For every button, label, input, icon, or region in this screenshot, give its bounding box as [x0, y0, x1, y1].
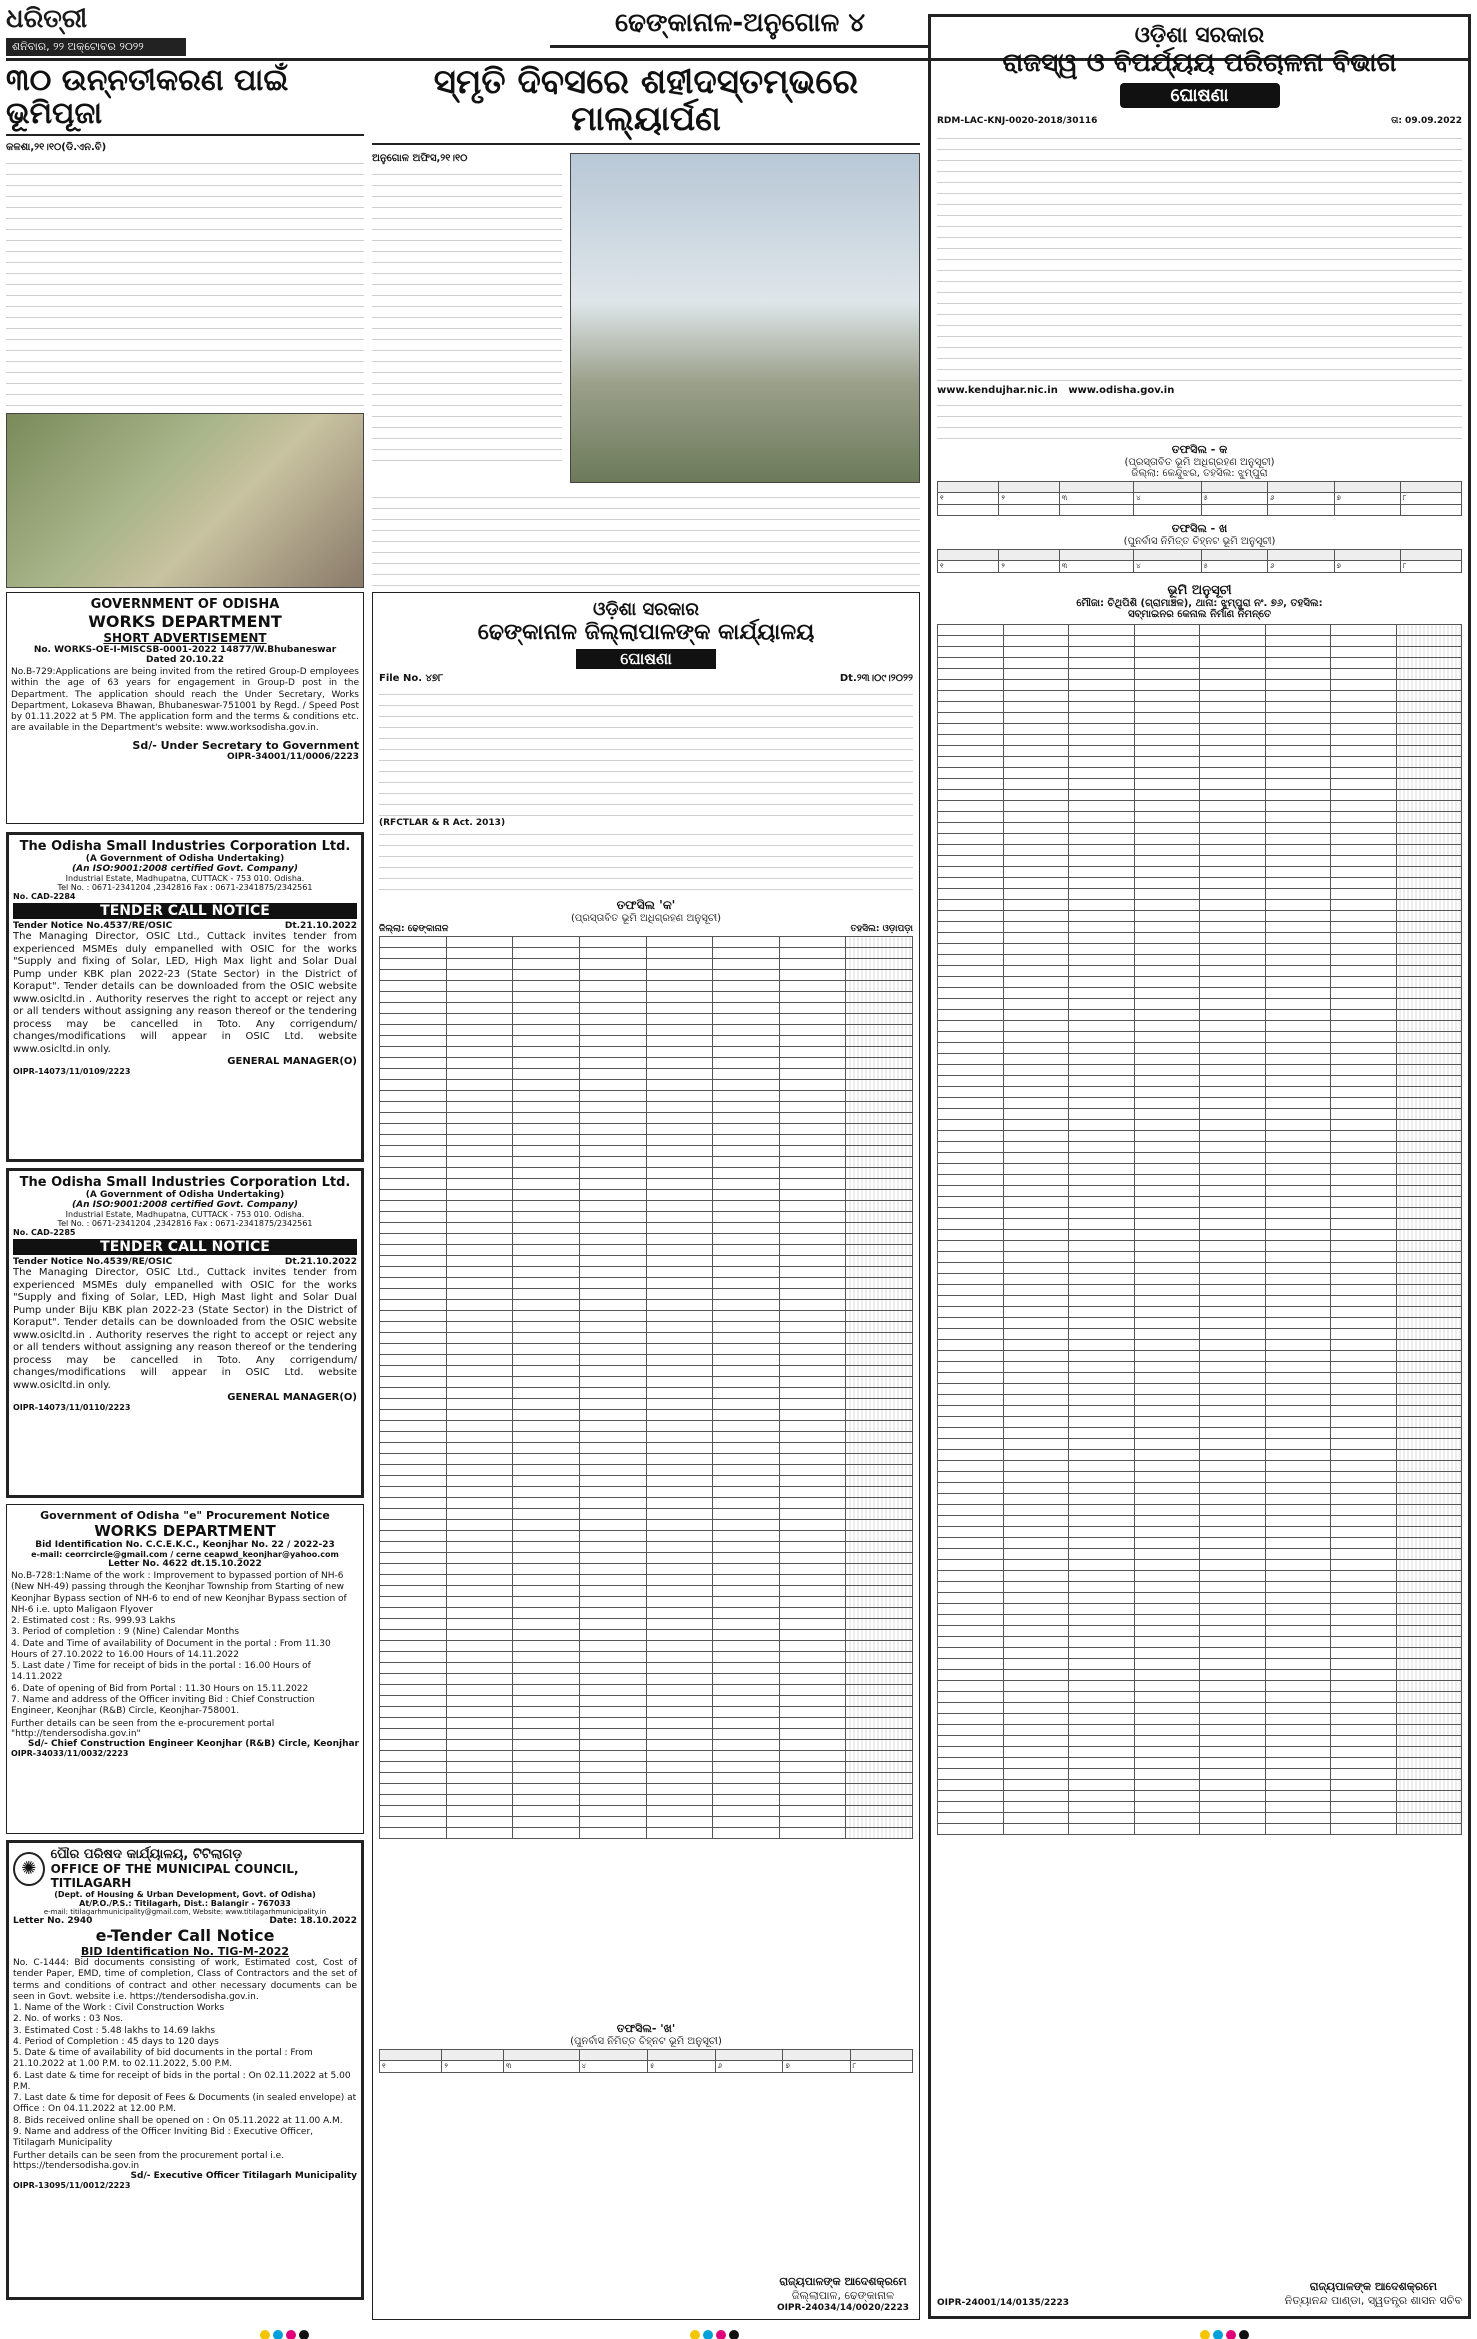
eproc-further: Further details can be seen from the e-procurement portal "http://tendersodisha.gov.in" — [11, 1719, 275, 1740]
table-ka-title: ତଫସିଲ - କ — [1171, 443, 1228, 456]
eproc-details — [11, 1616, 359, 1717]
table-ka-district: ଜିଲ୍ଲା: କେନ୍ଦୁଝର, ତହସିଲ: ଝୁମ୍ପୁରା — [1131, 468, 1268, 479]
dk-table-sub: (ପ୍ରସ୍ତାବିତ ଭୂମି ଅଧିଗ୍ରହଣ ଅନୁସୂଚୀ) — [570, 913, 722, 924]
dk-act: (RFCTLAR & R Act. 2013) — [379, 818, 506, 828]
table-kha: ୧ ୨ ୩ ୪ ୫ ୬ ୭ ୮ — [937, 549, 1462, 573]
print-registration-marks-2 — [690, 2325, 742, 2339]
osic2-tender-date: Dt.21.10.2022 — [284, 1257, 357, 1267]
detail-row: 3. Period of completion : 9 (Nine) Calendar Months — [11, 1627, 240, 1638]
detail-row: 7. Name and address of the Officer inviting Bid : Chief Construction Engineer, Keonjhar (R&B) Circle, Keonjhar-758001. — [11, 1694, 315, 1716]
schedule-grid — [379, 936, 913, 1839]
table-kha-subtitle: (ପୁନର୍ବାସ ନିମିତ୍ତ ଚିହ୍ନଟ ଭୂମି ଅନୁସୂଚୀ) — [1123, 536, 1276, 547]
osic2-addr: Industrial Estate, Madhupatna, CUTTACK - 753 010. Odisha. — [65, 1210, 305, 1219]
dk-title3: ଘୋଷଣା — [576, 649, 716, 669]
titi-title-en: OFFICE OF THE MUNICIPAL COUNCIL, TITILAGARH — [50, 1862, 299, 1890]
ad-title-dept: ରାଜସ୍ୱ ଓ ବିପର୍ଯ୍ୟୟ ପରିଚାଳନା ବିଭାଗ — [1002, 48, 1397, 78]
story-dateline-2: ଅନୁଗୋଳ ଅଫିସ,୨୧।୧୦ — [372, 152, 468, 164]
titi-date: Date: 18.10.2022 — [269, 1916, 357, 1926]
osic1-footer: OIPR-14073/11/0109/2223 — [13, 1067, 131, 1076]
titilagarh-etender-ad — [6, 1840, 364, 2300]
story-body-text — [6, 157, 364, 407]
works-ad-line3: SHORT ADVERTISEMENT — [103, 631, 267, 645]
story-headline-2: ସ୍ମୃତି ଦିବସରେ ଶହୀଦସ୍ତମ୍ଭରେ ମାଲ୍ୟାର୍ପଣ — [372, 64, 920, 145]
issue-date: ଶନିବାର, ୨୨ ଅକ୍ଟୋବର ୨୦୨୨ — [6, 38, 186, 56]
story-body-text-2a — [372, 168, 562, 468]
detail-row: 9. Name and address of the Officer Inviting Bid : Executive Officer, Titilagarh Municipality — [13, 2126, 314, 2148]
works-ad-sign: Sd/- Under Secretary to Government — [132, 738, 359, 752]
dk-date: Dt.୨୩।୦୯।୨୦୨୨ — [839, 673, 913, 684]
ad-body-text — [937, 132, 1462, 382]
osic-tender-ad-2 — [6, 1168, 364, 1498]
dk-tahasil: ତହସିଲ: ଓଡ଼ାପଡ଼ା — [850, 924, 913, 934]
story-dateline: କଳଶା,୨୧।୧୦(ଡି.ଏନ.ବି) — [6, 142, 107, 153]
titi-further: Further details can be seen from the procurement portal i.e. https://tendersodisha.gov.in — [13, 2151, 285, 2172]
eproc-bid: Bid Identification No. C.C.E.K.C., Keonjhar No. 22 / 2022-23 — [35, 1540, 335, 1550]
schedule-mouza: ମୌଜା: ଚିଥିପିଶି (ଗ୍ରାମାଞ୍ଚଳ), ଥାନା: ଝୁମ୍ପୁରା ନଂ. ୭୬, ତହସିଲ: — [1076, 598, 1323, 609]
osic1-sign: GENERAL MANAGER(O) — [227, 1056, 357, 1067]
osic1-sub1: (A Government of Odisha Undertaking) — [85, 854, 285, 864]
titi-title: ପୌର ପରିଷଦ କାର୍ଯ୍ୟାଳୟ, ଟିଟିଲାଗଡ଼ — [50, 1847, 243, 1862]
dk-land-table — [379, 936, 913, 2016]
dk-table-title: ତଫସିଲ 'କ' — [616, 898, 676, 912]
osic2-tender-no: Tender Notice No.4539/RE/OSIC — [13, 1257, 173, 1267]
works-ad-ref: No. WORKS-OE-I-MISCSB-0001-2022 14877/W.Bhubaneswar — [33, 645, 337, 655]
schedule-grid — [937, 624, 1462, 1835]
osic1-title: The Odisha Small Industries Corporation Ltd. — [19, 839, 351, 854]
detail-row: 6. Date of opening of Bid from Portal : 11.30 Hours on 15.11.2022 — [11, 1683, 309, 1694]
eproc-body: No.B-728:1:Name of the work : Improvement to bypassed portion of NH-6 (New NH-49) passing through the Keonjhar Township from Starting of new Keonjhar Bypass section of NH-6 to end of new Keonjhar Bypass section of NH-6 i.e. upto Maligaon Flyover — [11, 1571, 347, 1615]
ad-body-text-2 — [937, 399, 1462, 439]
osic-tender-ad-1 — [6, 832, 364, 1162]
titi-sign: Sd/- Executive Officer Titilagarh Municipality — [130, 2171, 357, 2182]
osic2-tel: Tel No. : 0671-2341204 ,2342816 Fax : 0671-2341875/2342561 — [57, 1219, 313, 1228]
ad-website-2: www.odisha.gov.in — [1068, 385, 1175, 396]
dk-title2: ଢେଙ୍କାନାଳ ଜିଲ୍ଲାପାଳଙ୍କ କାର୍ଯ୍ୟାଳୟ — [477, 620, 815, 645]
titi-bid: BID Identification No. TIG-M-2022 — [80, 1945, 290, 1958]
osic2-notice: TENDER CALL NOTICE — [13, 1239, 357, 1255]
osic1-tender-date: Dt.21.10.2022 — [284, 921, 357, 931]
eproc-footer: OIPR-34033/11/0032/2223 — [11, 1749, 129, 1759]
osic1-addr: Industrial Estate, Madhupatna, CUTTACK - 753 010. Odisha. — [65, 874, 305, 883]
titi-notice: e-Tender Call Notice — [95, 1926, 275, 1945]
story-headline: ୩୦ ଉନ୍ନତୀକରଣ ପାଇଁ ଭୂମିପୂଜା — [6, 64, 364, 136]
print-registration-marks — [260, 2325, 312, 2339]
works-eprocurement-ad — [6, 1504, 364, 1834]
table-kha-title: ତଫସିଲ - ଖ — [1171, 522, 1228, 535]
detail-row: 2. Estimated cost : Rs. 999.93 Lakhs — [11, 1616, 176, 1626]
page-title: ଢେଙ୍କାନାଳ-ଅନୁଗୋଳ ୪ — [550, 8, 930, 48]
newspaper-logo: ଧରିତ୍ରୀ — [6, 4, 88, 34]
story-photo — [6, 413, 364, 588]
dhenkanal-collector-notice — [372, 592, 920, 2320]
works-ad-line1: GOVERNMENT OF ODISHA — [90, 597, 280, 612]
detail-row: 4. Date and Time of availability of Document in the portal : From 11.30 Hours of 27.10.2022 to 16.00 Hours of 14.11.2022 — [11, 1638, 331, 1660]
osic2-sub2: (An ISO:9001:2008 certified Govt. Company) — [72, 1200, 298, 1210]
ad-title-govt: ଓଡ଼ିଶା ସରକାର — [1134, 23, 1265, 48]
titi-dept: (Dept. of Housing & Urban Development, Govt. of Odisha) — [54, 1890, 316, 1899]
dk-district: ଜିଲ୍ଲା: ଢେଙ୍କାନାଳ — [379, 924, 449, 934]
titi-footer: OIPR-13095/11/0012/2223 — [13, 2181, 131, 2191]
osic2-sub1: (A Government of Odisha Undertaking) — [85, 1190, 285, 1200]
dk-table-kha: ୧ ୨ ୩ ୪ ୫ ୬ ୭ ୮ — [379, 2049, 913, 2073]
table-ka: ୧ ୨ ୩ ୪ ୫ ୬ ୭ ୮ — [937, 481, 1462, 516]
osic1-sub2: (An ISO:9001:2008 certified Govt. Company) — [72, 864, 298, 874]
osic1-cad: No. CAD-2284 — [13, 892, 76, 901]
memorial-photo — [570, 153, 920, 483]
eproc-title2: WORKS DEPARTMENT — [94, 1522, 276, 1540]
ad-footer-name: ନିତ୍ୟାନନ୍ଦ ପାଣ୍ଡା, ସ୍ୱତନ୍ତ୍ର ଶାସନ ସଚିବ — [1284, 2294, 1462, 2307]
works-ad-footer: OIPR-34001/11/0006/2223 — [226, 751, 359, 762]
dk-footer: OIPR-24034/14/0020/2223 — [776, 2303, 909, 2313]
titi-details — [13, 2003, 357, 2149]
osic1-notice: TENDER CALL NOTICE — [13, 903, 357, 919]
osic2-title: The Odisha Small Industries Corporation Ltd. — [19, 1175, 351, 1190]
detail-row: 3. Estimated Cost : 5.48 lakhs to 14.69 lakhs — [13, 2025, 216, 2036]
revenue-dept-notice — [928, 14, 1471, 2319]
dk-sign1: ରାଜ୍ୟପାଳଙ୍କ ଆଦେଶକ୍ରମେ — [779, 2275, 907, 2288]
ad-footer-ref: OIPR-24001/14/0135/2223 — [937, 2298, 1070, 2308]
story-body-text-2b — [372, 491, 920, 591]
ad-ref-no: RDM-LAC-KNJ-0020-2018/30116 — [937, 116, 1098, 126]
titi-letter: Letter No. 2940 — [13, 1916, 93, 1926]
eproc-sign: Sd/- Chief Construction Engineer Keonjhar (R&B) Circle, Keonjhar — [27, 1739, 359, 1750]
story-bhumipuja — [6, 64, 364, 584]
ad-ref-date: ତା: 09.09.2022 — [1391, 116, 1462, 126]
schedule-purpose: ସବ୍‌ମାଇନର କେନାଲ ନିର୍ମାଣ ନିମନ୍ତେ — [1127, 609, 1272, 620]
detail-row: 4. Period of Completion : 45 days to 120 days — [13, 2036, 219, 2047]
print-registration-marks-3 — [1200, 2325, 1252, 2339]
osic1-body: The Managing Director, OSIC Ltd., Cuttack invites tender from experienced MSMEs duly empanelled with OSIC for the works "Supply and fixing of Solar, LED, High Max light and Solar Dual Pump under KBK plan 2022-23 (State Sector) in the District of Koraput". Tender details can be downloaded from the OSIC website www.osicltd.in . Authority reserves the right to accept or reject any or all tenders without assigning any reason thereof or the tendering process may be cancelled in Toto. Any corrigendum/ changes/modifications will appear in OSIC Ltd. website www.osicltd.in only. — [13, 931, 357, 1055]
works-ad-body: No.B-729:Applications are being invited from the retired Group-D employees within the age of 63 years for engagement in Group-D post in the Department. The application should reach the Under Secretary, Works Department, Lokaseva Bhawan, Bhubaneswar-751001 by Regd. / Speed Post by 01.11.2022 at 5 PM. The application form and the terms & conditions etc. are available in the Department's website: www.worksodisha.gov.in. — [11, 667, 359, 734]
eproc-letter: Letter No. 4622 dt.15.10.2022 — [108, 1559, 262, 1569]
ad-website-1: www.kendujhar.nic.in — [937, 385, 1058, 396]
titi-body: No. C-1444: Bid documents consisting of work, Estimated cost, Cost of tender Paper, EMD, time of completion, Class of Contractors and the set of terms and conditions of contract and other necessary documents can be seen in Govt. website i.e. https://tendersodisha.gov.in. — [13, 1958, 357, 2002]
detail-row: 6. Last date & time for receipt of bids in the portal : On 02.11.2022 at 5.00 P.M. — [13, 2070, 351, 2092]
detail-row: 1. Name of the Work : Civil Construction Works — [13, 2003, 225, 2013]
titi-email: e-mail: titilagarhmunicipality@gmail.com, Website: www.titilagarhmunicipality.in — [43, 1908, 327, 1916]
eproc-email: e-mail: ceorrcircle@gmail.com / cerne ceapwd_keonjhar@yahoo.com — [31, 1550, 339, 1559]
dk-table2-sub: (ପୁନର୍ବାସ ନିମିତ୍ତ ଚିହ୍ନଟ ଭୂମି ଅନୁସୂଚୀ) — [570, 2036, 722, 2047]
ad-title-ghosana: ଘୋଷଣା — [1120, 83, 1280, 108]
detail-row: 5. Date & time of availability of bid documents in the portal : From 21.10.2022 at 1.00 P.M. to 02.11.2022, 5.00 P.M. — [13, 2048, 313, 2070]
works-ad-line2: WORKS DEPARTMENT — [88, 612, 282, 631]
osic1-tel: Tel No. : 0671-2341204 ,2342816 Fax : 0671-2341875/2342561 — [57, 883, 313, 892]
detail-row: 5. Last date / Time for receipt of bids in the portal : 16.00 Hours of 14.11.2022 — [11, 1661, 311, 1683]
osic2-footer: OIPR-14073/11/0110/2223 — [13, 1403, 131, 1412]
table-ka-subtitle: (ପ୍ରସ୍ତାବିତ ଭୂମି ଅଧିଗ୍ରହଣ ଅନୁସୂଚୀ) — [1124, 457, 1275, 468]
dk-sign2: ଜିଲ୍ଲାପାଳ, ଢେଙ୍କାନାଳ — [791, 2289, 895, 2302]
dk-title1: ଓଡ଼ିଶା ସରକାର — [593, 599, 699, 620]
dk-body-text-2 — [379, 828, 913, 898]
detail-row: 2. No. of works : 03 Nos. — [13, 2014, 124, 2025]
detail-row: 7. Last date & time for deposit of Fees & Documents (in sealed envelope) at Office : On 04.11.2022 at 12.00 P.M. — [13, 2093, 357, 2115]
story-smruti-dibasa — [372, 64, 920, 584]
osic2-body: The Managing Director, OSIC Ltd., Cuttack invites tender from experienced MSMEs duly empanelled with OSIC for the works "Supply and fixing of Solar, LED, High Mast light and Solar Dual Pump under Biju KBK plan 2022-23 (State Sector) in the District of Koraput". Tender details can be downloaded from the OSIC website www.osicltd.in . Authority reserves the right to accept or reject any or all tenders without assigning any reason thereof or the tendering process may be cancelled in Toto. Any corrigendum/ changes/modifications will appear in OSIC Ltd. website www.osicltd.in only. — [13, 1267, 357, 1391]
osic2-sign: GENERAL MANAGER(O) — [227, 1392, 357, 1403]
works-ad-dated: Dated 20.10.22 — [146, 655, 224, 665]
land-schedule-table — [937, 624, 1462, 2064]
osic1-tender-no: Tender Notice No.4537/RE/OSIC — [13, 921, 173, 931]
schedule-title: ଭୂମି ଅନୁସୂଚୀ — [1167, 583, 1232, 598]
detail-row: 8. Bids received online shall be opened on : On 05.11.2022 at 11.00 A.M. — [13, 2115, 343, 2126]
dk-table2-title: ତଫସିଲ- 'ଖ' — [616, 2022, 676, 2035]
dk-body-text — [379, 688, 913, 818]
titi-addr: At/P.O./P.S.: Titilagarh, Dist.: Balangir - 767033 — [79, 1899, 291, 1908]
odisha-emblem-icon: ✺ — [13, 1852, 45, 1886]
ad-footer-sign: ରାଜ୍ୟପାଳଙ୍କ ଆଦେଶକ୍ରମେ — [1309, 2280, 1438, 2293]
eproc-title1: Government of Odisha "e" Procurement Notice — [40, 1509, 330, 1522]
works-dept-short-ad — [6, 592, 364, 824]
osic2-cad: No. CAD-2285 — [13, 1228, 76, 1237]
dk-file-no: File No. ୪୭୮ — [379, 673, 444, 684]
